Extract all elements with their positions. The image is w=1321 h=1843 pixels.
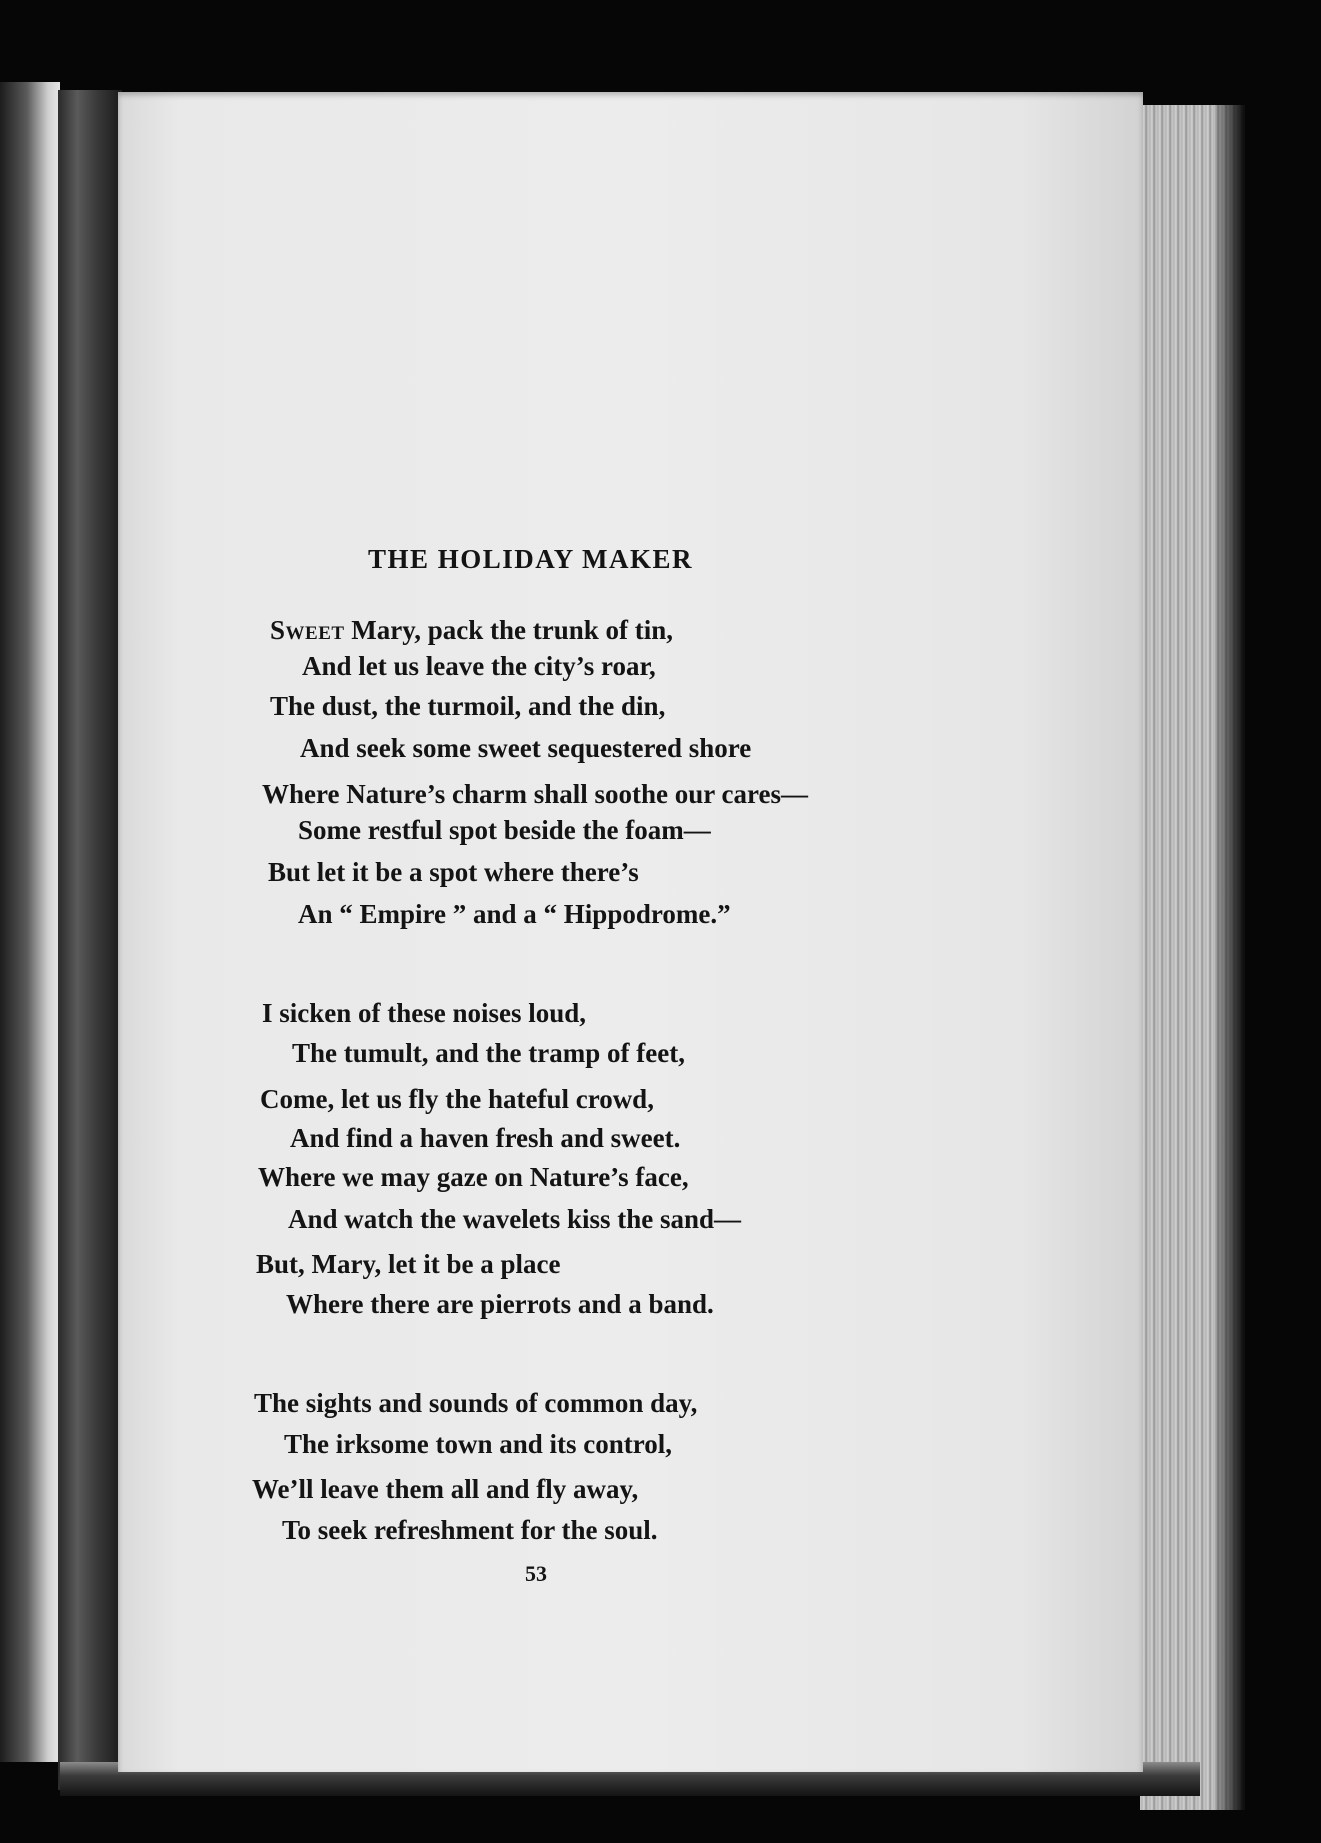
- left-page-edge: [0, 82, 60, 1762]
- poem-line: And find a haven fresh and sweet.: [290, 1123, 681, 1153]
- line-text: Mary, pack the trunk of tin,: [344, 615, 674, 645]
- poem-line: [270, 614, 673, 646]
- poem-line: I sicken of these noises loud,: [262, 998, 587, 1028]
- poem-line: But, Mary, let it be a place: [256, 1249, 561, 1279]
- poem-title: THE HOLIDAY MAKER: [368, 544, 694, 574]
- poem-line: And let us leave the city’s roar,: [302, 651, 656, 681]
- poem-line: An “ Empire ” and a “ Hippodrome.”: [298, 899, 731, 929]
- poem-line: And watch the wavelets kiss the sand—: [288, 1204, 742, 1234]
- drop-word: Sweet: [270, 615, 345, 645]
- page-number: 53: [525, 1561, 547, 1586]
- poem-line: And seek some sweet sequestered shore: [300, 733, 752, 763]
- poem-line: Where Nature’s charm shall soothe our cares—: [262, 779, 808, 809]
- poem-line: The irksome town and its control,: [284, 1429, 673, 1459]
- poem-line: To seek refreshment for the soul.: [282, 1515, 658, 1545]
- poem-line: The tumult, and the tramp of feet,: [292, 1038, 685, 1068]
- poem-line: But let it be a spot where there’s: [268, 857, 639, 887]
- poem-line: Where we may gaze on Nature’s face,: [258, 1162, 689, 1192]
- poem-line: The dust, the turmoil, and the din,: [270, 691, 666, 721]
- poem-line: We’ll leave them all and fly away,: [252, 1474, 639, 1504]
- poem-line: Come, let us fly the hateful crowd,: [260, 1084, 654, 1114]
- poem-line: Where there are pierrots and a band.: [286, 1289, 714, 1319]
- page-fore-edge: [1140, 105, 1245, 1810]
- poem-line: The sights and sounds of common day,: [254, 1388, 698, 1418]
- book-gutter: [58, 90, 122, 1790]
- poem-line: Some restful spot beside the foam—: [298, 815, 711, 845]
